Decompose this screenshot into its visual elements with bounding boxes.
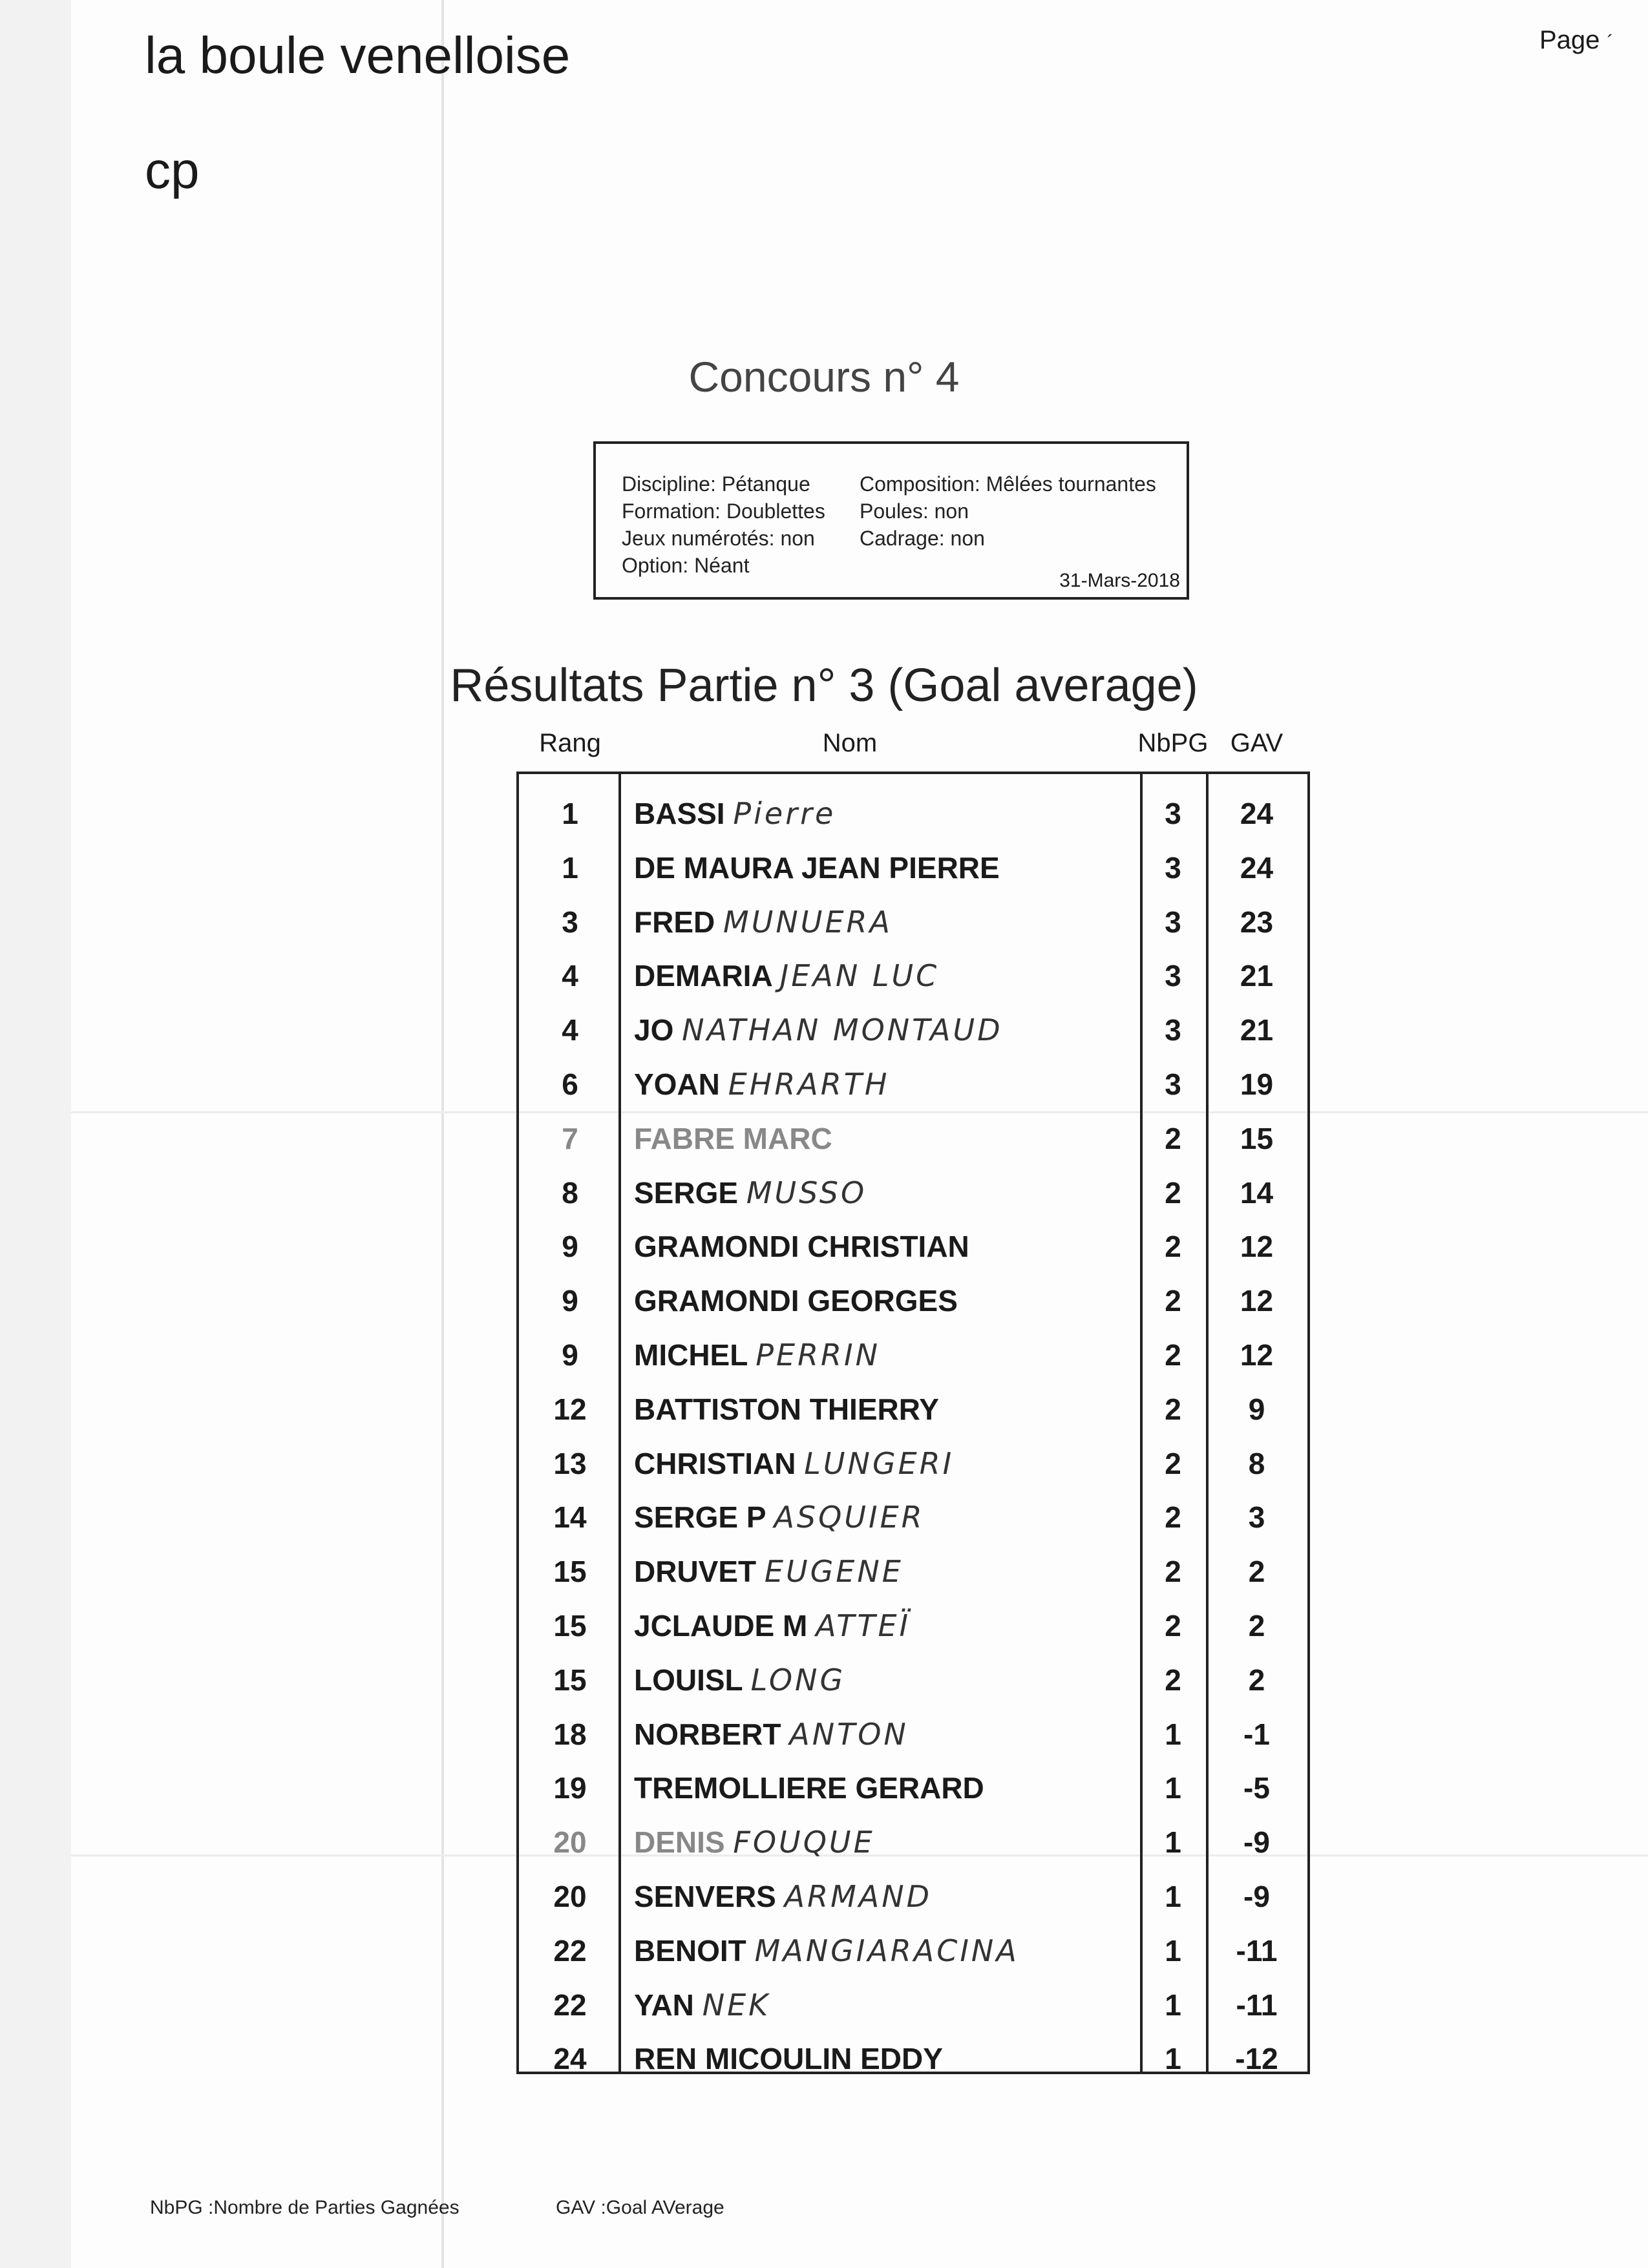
printed-name: JCLAUDE M (634, 1609, 808, 1643)
table-row (519, 1270, 1307, 1325)
gav-cell: 8 (1248, 1446, 1265, 1480)
rang-cell: 22 (553, 1933, 587, 1968)
printed-name: MICHEL (634, 1338, 748, 1372)
gav-cell: 24 (1240, 797, 1274, 830)
handwritten-name: MUNUERA (723, 904, 893, 940)
rang-cell: 9 (562, 1230, 578, 1264)
gav-cell: 23 (1240, 905, 1274, 939)
table-row (519, 1812, 1307, 1866)
nbpg-cell: 2 (1165, 1392, 1181, 1426)
handwritten-name: ANTON (789, 1716, 909, 1752)
concours-title: Concours n° 4 (688, 353, 960, 401)
rang-cell: 1 (562, 797, 578, 830)
rang-cell: 20 (553, 1880, 587, 1913)
info-discipline: Discipline: Pétanque (622, 472, 810, 496)
printed-name: DENIS (634, 1825, 725, 1860)
gav-cell: -5 (1243, 1771, 1270, 1805)
gav-cell: 12 (1240, 1338, 1274, 1372)
nbpg-cell: 1 (1165, 1717, 1181, 1751)
info-composition: Composition: Mêlées tournantes (860, 472, 1156, 496)
handwritten-name: LUNGERI (804, 1445, 955, 1481)
table-row (519, 1379, 1307, 1433)
nbpg-cell: 2 (1165, 1555, 1181, 1589)
handwritten-name: EHRARTH (728, 1067, 890, 1102)
nom-cell (634, 1067, 889, 1102)
results-table (516, 772, 1310, 2074)
gav-cell: 15 (1240, 1121, 1274, 1155)
subtitle: cp (145, 142, 200, 199)
printed-name: GRAMONDI GEORGES (634, 1284, 958, 1318)
nbpg-cell: 1 (1165, 1933, 1181, 1968)
table-row (519, 837, 1307, 892)
rang-cell: 4 (562, 1013, 578, 1047)
gav-cell: 2 (1248, 1663, 1265, 1697)
rang-cell: 24 (553, 2042, 587, 2076)
rang-cell: 4 (562, 959, 578, 993)
nom-cell (634, 1717, 909, 1752)
rang-cell: 9 (562, 1284, 578, 1318)
gav-cell: 2 (1248, 1555, 1265, 1589)
rang-cell: 14 (553, 1500, 587, 1535)
rang-cell: 1 (562, 850, 578, 885)
nom-cell (634, 1879, 932, 1914)
nbpg-cell: 3 (1165, 905, 1181, 939)
rang-cell: 18 (553, 1717, 587, 1751)
table-row (519, 1920, 1307, 1975)
nom-cell (634, 1988, 770, 2022)
page-label (1539, 26, 1614, 55)
handwritten-name: NEK (702, 1987, 771, 2022)
gav-cell: 3 (1248, 1500, 1265, 1535)
table-row (519, 1162, 1307, 1217)
rang-cell: 9 (562, 1338, 578, 1372)
nbpg-cell: 2 (1165, 1663, 1181, 1697)
printed-name: REN MICOULIN EDDY (634, 2042, 943, 2076)
table-row (519, 1975, 1307, 2029)
nbpg-cell: 2 (1165, 1446, 1181, 1480)
nbpg-cell: 1 (1165, 1988, 1181, 2022)
nbpg-cell: 2 (1165, 1609, 1181, 1643)
nom-cell (634, 905, 893, 940)
nom-cell (634, 958, 939, 993)
scan-edge (0, 0, 71, 2268)
info-jeux: Jeux numérotés: non (622, 527, 815, 550)
info-formation: Formation: Doublettes (622, 499, 825, 523)
printed-name: BENOIT (634, 1933, 746, 1968)
printed-name: LOUISL (634, 1663, 743, 1697)
rang-cell: 3 (562, 905, 578, 939)
printed-name: DE MAURA JEAN PIERRE (634, 850, 1000, 885)
table-row (519, 1216, 1307, 1270)
rang-cell: 15 (553, 1663, 587, 1697)
gav-cell: -9 (1243, 1825, 1270, 1860)
handwritten-name: ARMAND (784, 1879, 933, 1914)
nbpg-cell: 3 (1165, 1013, 1181, 1047)
nom-cell (634, 2041, 943, 2076)
printed-name: SENVERS (634, 1880, 776, 1913)
gav-cell: -1 (1243, 1717, 1270, 1751)
gav-cell: 24 (1240, 850, 1274, 885)
printed-name: GRAMONDI CHRISTIAN (634, 1230, 969, 1264)
nom-cell (634, 1825, 875, 1860)
table-row (519, 1704, 1307, 1758)
rang-cell: 22 (553, 1988, 587, 2022)
nbpg-cell: 2 (1165, 1230, 1181, 1264)
nom-cell (634, 1446, 954, 1481)
footer-gav-legend: GAV :Goal AVerage (556, 2197, 724, 2218)
nom-cell (634, 1338, 880, 1372)
nom-cell (634, 1392, 939, 1427)
nom-cell (634, 1608, 911, 1643)
rang-cell: 15 (553, 1609, 587, 1643)
table-row (519, 1433, 1307, 1487)
handwritten-name: JEAN LUC (779, 958, 940, 994)
table-row (519, 1487, 1307, 1541)
table-row (519, 2028, 1307, 2083)
nbpg-cell: 2 (1165, 1121, 1181, 1155)
nom-cell (634, 1933, 1019, 1968)
column-header-nom: Nom (822, 729, 878, 757)
handwritten-name: Pierre (733, 796, 836, 831)
gav-cell: 21 (1240, 959, 1274, 993)
table-row (519, 1541, 1307, 1595)
printed-name: FABRE MARC (634, 1121, 832, 1155)
printed-name: CHRISTIAN (634, 1446, 796, 1480)
nom-cell (634, 796, 836, 831)
gav-cell: 12 (1240, 1230, 1274, 1264)
rang-cell: 7 (562, 1121, 578, 1155)
club-name: la boule venelloise (145, 26, 571, 84)
handwritten-name: EUGENE (764, 1554, 903, 1590)
column-header-gav: GAV (1230, 729, 1284, 757)
printed-name: SERGE P (634, 1500, 766, 1535)
footer-nbpg-legend: NbPG :Nombre de Parties Gagnées (150, 2197, 460, 2218)
table-row (519, 1000, 1307, 1054)
gav-cell: 21 (1240, 1013, 1274, 1047)
rang-cell: 20 (553, 1825, 587, 1860)
handwritten-name: FOUQUE (733, 1825, 875, 1860)
rang-cell: 15 (553, 1555, 587, 1589)
paper-fold-vertical (441, 0, 444, 2268)
gav-cell: 19 (1240, 1067, 1274, 1101)
nom-cell (634, 1229, 969, 1264)
page-number-mark: ´ (1607, 32, 1614, 53)
nbpg-cell: 3 (1165, 797, 1181, 830)
info-poules: Poules: non (860, 499, 969, 523)
results-title: Résultats Partie n° 3 (Goal average) (450, 660, 1198, 711)
rang-cell: 8 (562, 1175, 578, 1210)
nom-cell (634, 1283, 958, 1318)
nbpg-cell: 3 (1165, 1067, 1181, 1101)
table-row (519, 1595, 1307, 1650)
gav-cell: 14 (1240, 1175, 1274, 1210)
handwritten-name: ASQUIER (774, 1500, 925, 1535)
gav-cell: -11 (1236, 1988, 1278, 2022)
nbpg-cell: 3 (1165, 959, 1181, 993)
table-row (519, 783, 1307, 837)
printed-name: YOAN (634, 1067, 720, 1101)
printed-name: SERGE (634, 1175, 739, 1210)
rang-cell: 6 (562, 1067, 578, 1101)
nbpg-cell: 1 (1165, 2042, 1181, 2076)
nbpg-cell: 2 (1165, 1338, 1181, 1372)
nbpg-cell: 1 (1165, 1880, 1181, 1913)
handwritten-name: NATHAN MONTAUD (682, 1013, 1003, 1048)
printed-name: TREMOLLIERE GERARD (634, 1771, 984, 1805)
table-row (519, 1054, 1307, 1108)
nbpg-cell: 1 (1165, 1771, 1181, 1805)
nom-cell (634, 1013, 1003, 1047)
info-box (593, 441, 1189, 600)
gav-cell: -12 (1235, 2042, 1278, 2076)
nbpg-cell: 2 (1165, 1175, 1181, 1210)
column-header-nbpg: NbPG (1137, 729, 1209, 757)
info-cadrage: Cadrage: non (860, 527, 985, 550)
gav-cell: 12 (1240, 1284, 1274, 1318)
printed-name: DRUVET (634, 1555, 757, 1589)
info-option: Option: Néant (622, 554, 750, 577)
gav-cell: 9 (1248, 1392, 1265, 1426)
gav-cell: -9 (1243, 1880, 1270, 1913)
rang-cell: 19 (553, 1771, 587, 1805)
column-header-rang: Rang (539, 729, 601, 757)
nom-cell (634, 1121, 832, 1156)
rang-cell: 12 (553, 1392, 587, 1426)
printed-name: JO (634, 1013, 674, 1047)
gav-cell: -11 (1236, 1933, 1278, 1968)
table-row (519, 1650, 1307, 1704)
handwritten-name: LONG (750, 1662, 846, 1697)
table-row (519, 1325, 1307, 1379)
nom-cell (634, 1663, 845, 1697)
handwritten-name: ATTEÏ (816, 1608, 911, 1643)
printed-name: BASSI (634, 797, 725, 830)
handwritten-name: MANGIARACINA (754, 1933, 1019, 1968)
printed-name: DEMARIA (634, 959, 772, 993)
table-row (519, 945, 1307, 1000)
info-date: 31-Mars-2018 (1059, 570, 1180, 591)
printed-name: NORBERT (634, 1717, 781, 1751)
handwritten-name: MUSSO (746, 1175, 867, 1210)
printed-name: FRED (634, 905, 715, 939)
nom-cell (634, 850, 1000, 885)
nom-cell (634, 1554, 903, 1589)
handwritten-name: PERRIN (755, 1338, 880, 1372)
nbpg-cell: 1 (1165, 1825, 1181, 1860)
table-row (519, 1866, 1307, 1920)
table-row (519, 1108, 1307, 1162)
nom-cell (634, 1770, 984, 1805)
nom-cell (634, 1175, 867, 1210)
nbpg-cell: 2 (1165, 1500, 1181, 1535)
table-row (519, 1758, 1307, 1812)
nom-cell (634, 1500, 925, 1535)
nbpg-cell: 2 (1165, 1284, 1181, 1318)
printed-name: BATTISTON THIERRY (634, 1392, 939, 1426)
page-label-text: Page (1539, 26, 1600, 54)
rang-cell: 13 (553, 1446, 587, 1480)
nbpg-cell: 3 (1165, 850, 1181, 885)
printed-name: YAN (634, 1988, 694, 2022)
table-row (519, 892, 1307, 946)
gav-cell: 2 (1248, 1609, 1265, 1643)
